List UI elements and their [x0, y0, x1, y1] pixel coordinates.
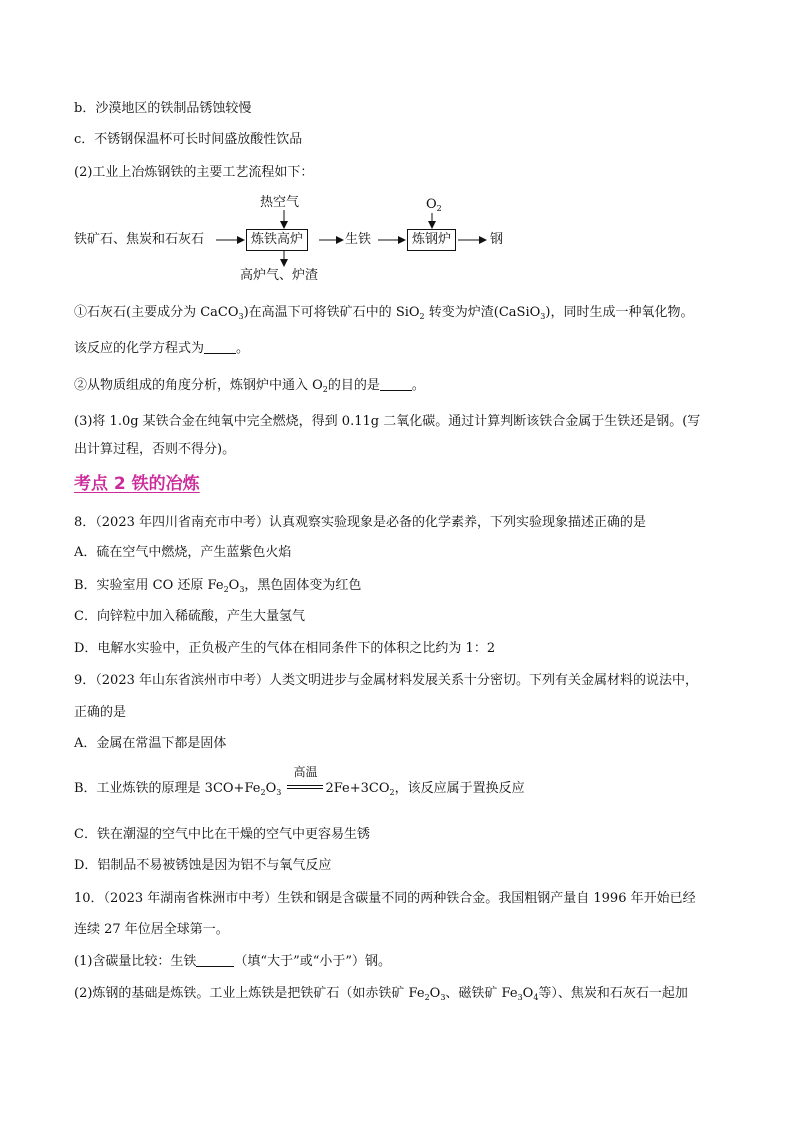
flow-input: 铁矿石、焦炭和石灰石: [74, 232, 205, 247]
option-c-stainless: c．不锈钢保温杯可长时间盛放酸性饮品: [74, 132, 303, 147]
flow-byproduct: 高炉气、炉渣: [240, 268, 319, 283]
answer-blank-equation[interactable]: [204, 341, 236, 354]
reaction-condition: 高温: [285, 780, 325, 798]
question-10-part1: (1)含碳量比较：生铁 （填“大于”或“小于”）钢。: [74, 954, 392, 969]
question-2-part2: ②从物质组成的角度分析，炼钢炉中通入 $O_2$的目的是 。: [74, 378, 425, 394]
question-8-option-d: D．电解水实验中，正负极产生的气体在相同条件下的体积之比约为 1：2: [74, 641, 496, 656]
flow-furnace-iron: 炼铁高炉: [246, 229, 308, 251]
flow-o2: $O_2$: [426, 197, 442, 213]
question-8-option-a: A．硫在空气中燃烧，产生蓝紫色火焰: [74, 545, 292, 560]
section-heading: 考点 2 铁的冶炼: [74, 474, 200, 494]
question-2-part1-equation: 该反应的化学方程式为 。: [74, 341, 250, 356]
question-9-option-d: D．铝制品不易被锈蚀是因为铝不与氧气反应: [74, 858, 332, 873]
flow-furnace-steel: 炼钢炉: [407, 229, 456, 251]
question-8: 8．（2023 年四川省南充市中考）认真观察实验现象是必备的化学素养，下列实验现象描述正确的是: [74, 515, 646, 530]
question-8-option-b: B．实验室用 CO 还原 $Fe_2O_3$，黑色固体变为红色: [74, 578, 362, 594]
question-8-option-c: C．向锌粒中加入稀硫酸，产生大量氢气: [74, 609, 305, 624]
question-2-part1: ①石灰石(主要成分为 CaCO$_3$)在高温下可将铁矿石中的 SiO$_2$ 转变为炉渣(CaSiO$_3$)，同时生成一种氧化物。: [74, 305, 694, 321]
question-3-line2: 出计算过程，否则不得分)。: [74, 442, 236, 457]
question-9-option-c: C．铁在潮湿的空气中比在干燥的空气中更容易生锈: [74, 827, 370, 842]
question-10-line2: 连续 27 年位居全球第一。: [74, 922, 229, 937]
flow-pig-iron: 生铁: [345, 232, 372, 247]
question-10-part2: (2)炼钢的基础是炼铁。工业上炼铁是把铁矿石（如赤铁矿 $Fe_2O_3$、磁铁矿 $Fe_3O_4$等）、焦炭和石灰石一起加: [74, 986, 688, 1002]
question-9-line2: 正确的是: [74, 705, 127, 720]
question-2-intro: (2)工业上冶炼钢铁的主要工艺流程如下：: [74, 165, 314, 180]
question-10-line1: 10．（2023 年湖南省株洲市中考）生铁和钢是含碳量不同的两种铁合金。我国粗钢产量自 1996 年开始已经: [74, 891, 696, 906]
answer-blank-purpose[interactable]: [380, 378, 412, 391]
flow-hot-air: 热空气: [260, 195, 300, 210]
question-9-line1: 9．（2023 年山东省滨州市中考）人类文明进步与金属材料发展关系十分密切。下列有关金属材料的说法中，: [74, 673, 698, 688]
option-b-desert: b．沙漠地区的铁制品锈蚀较慢: [74, 101, 252, 116]
flow-steel: 钢: [490, 232, 504, 247]
question-3-line1: (3)将 1.0g 某铁合金在纯氧中完全燃烧，得到 0.11g 二氧化碳。通过计算判断该铁合金属于生铁还是钢。(写: [74, 414, 701, 429]
question-9-option-a: A．金属在常温下都是固体: [74, 736, 227, 751]
question-9-option-b: B．工业炼铁的原理是 $3CO+Fe_2O_3$ 高温 $2Fe+3CO_2$，该反应属于置换反应: [74, 765, 525, 797]
answer-blank-carbon[interactable]: [196, 954, 234, 967]
